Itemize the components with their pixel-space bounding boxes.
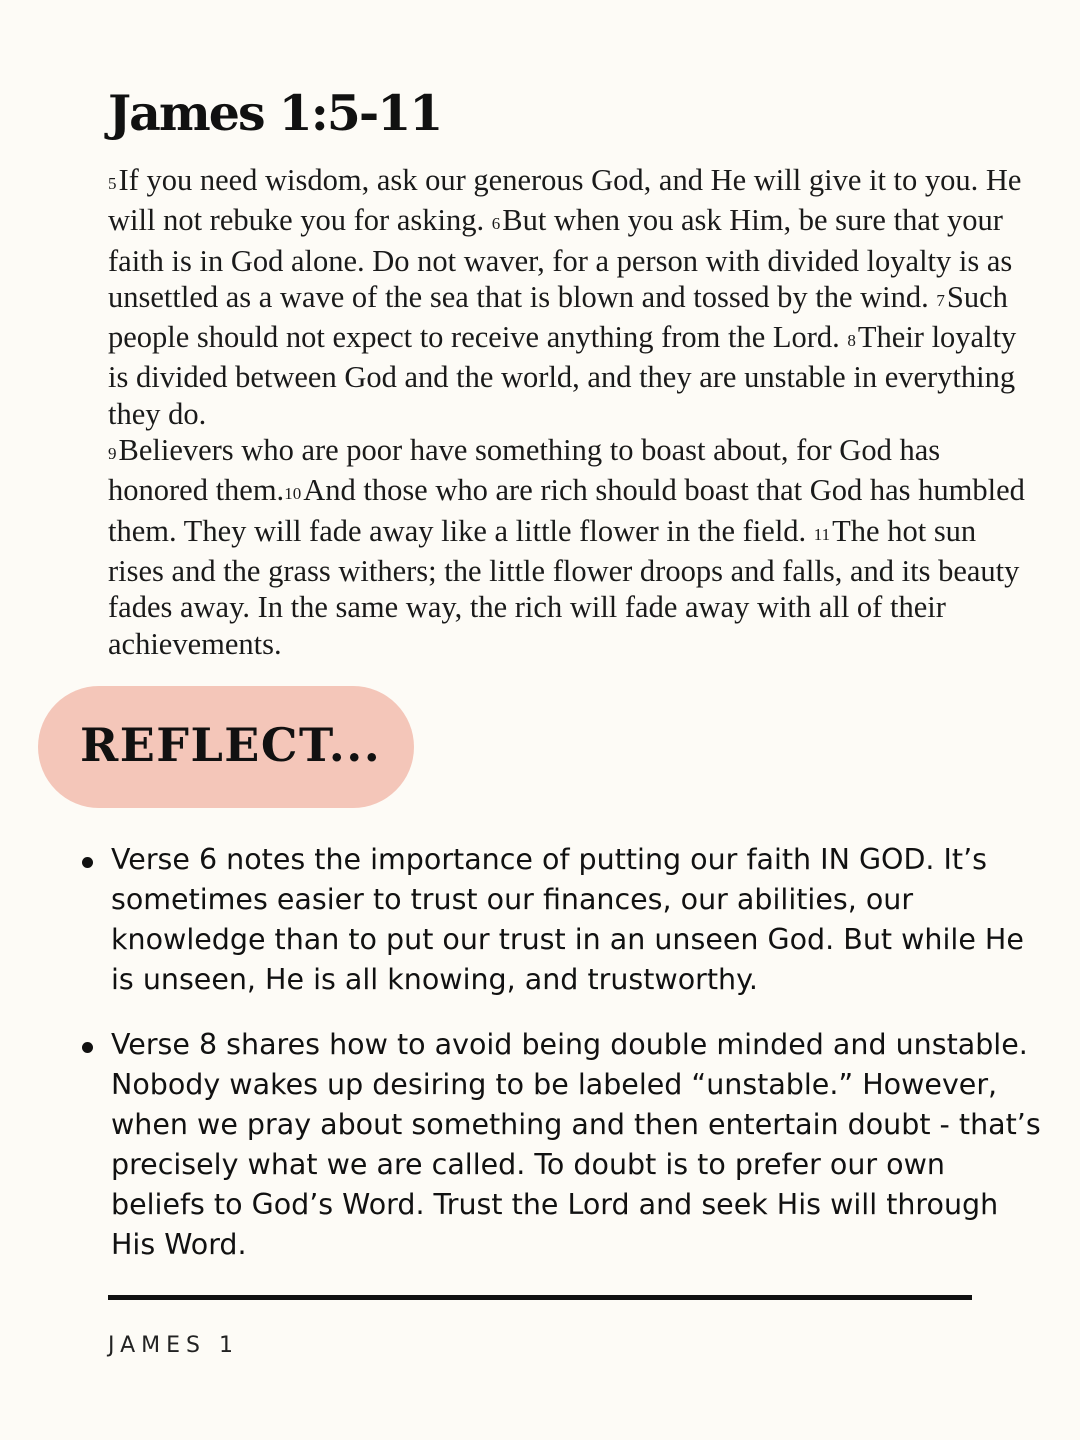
verse-text: Believers who are poor have something to boast about, for God has honored them. (108, 433, 941, 508)
list-item (0, 1025, 1041, 1265)
verse-text: And those who are rich should boast that God has humbled them. They will fade away like a little flower in the field. (108, 473, 1025, 548)
verse-number: 10 (284, 484, 302, 504)
verse-number: 7 (936, 290, 945, 310)
verse-number: 9 (108, 444, 117, 464)
list-item (0, 840, 1041, 1000)
verse-text: Their loyalty is divided between God and the world, and they are unstable in everything they do. (108, 320, 1017, 431)
verse-text: The hot sun rises and the grass withers; the little flower droops and falls, and its beauty fades away. In the same way, the rich will fade away with all of their achievements. (108, 513, 1020, 661)
reflect-heading: REFLECT... (80, 718, 382, 772)
verse-text: If you need wisdom, ask our generous God, and He will give it to you. He will not rebuke you for asking. (108, 163, 1022, 238)
verse-text: Such people should not expect to receive anything from the Lord. (108, 279, 1008, 355)
verse-number: 5 (108, 174, 117, 193)
bullet-icon (82, 857, 93, 868)
page-title: James 1:5-11 (108, 84, 442, 142)
verse-number: 6 (491, 214, 501, 234)
scripture-paragraph (108, 162, 1038, 432)
verse-number: 8 (847, 331, 856, 351)
verse-text: But when you ask Him, be sure that your faith is in God alone. Do not waver, for a person with divided loyalty is as unsettled as a wave of the sea that is blown and tossed by the wind. (108, 203, 1013, 314)
bullet-text: Verse 8 shares how to avoid being double minded and unstable. Nobody wakes up desiring to be labeled “unstable.” However, when we pray about something and then entertain doubt - that’s precisely what we are called. To doubt is to prefer our own beliefs to God’s Word. Trust the Lord and seek His will through His Word. (111, 1028, 1041, 1261)
scripture-passage (108, 162, 1038, 662)
verse-number: 11 (813, 524, 831, 544)
reflection-list (0, 840, 1080, 1265)
bullet-text: Verse 6 notes the importance of putting our faith IN GOD. It’s sometimes easier to trust our finances, our abilities, our knowledge than to put our trust in an unseen God. But while He is unseen, He is all knowing, and trustworthy. (111, 843, 1024, 996)
footer-label: JAMES 1 (108, 1333, 239, 1358)
scripture-paragraph (108, 432, 1038, 662)
bullet-icon (82, 1042, 93, 1053)
divider (108, 1295, 972, 1300)
